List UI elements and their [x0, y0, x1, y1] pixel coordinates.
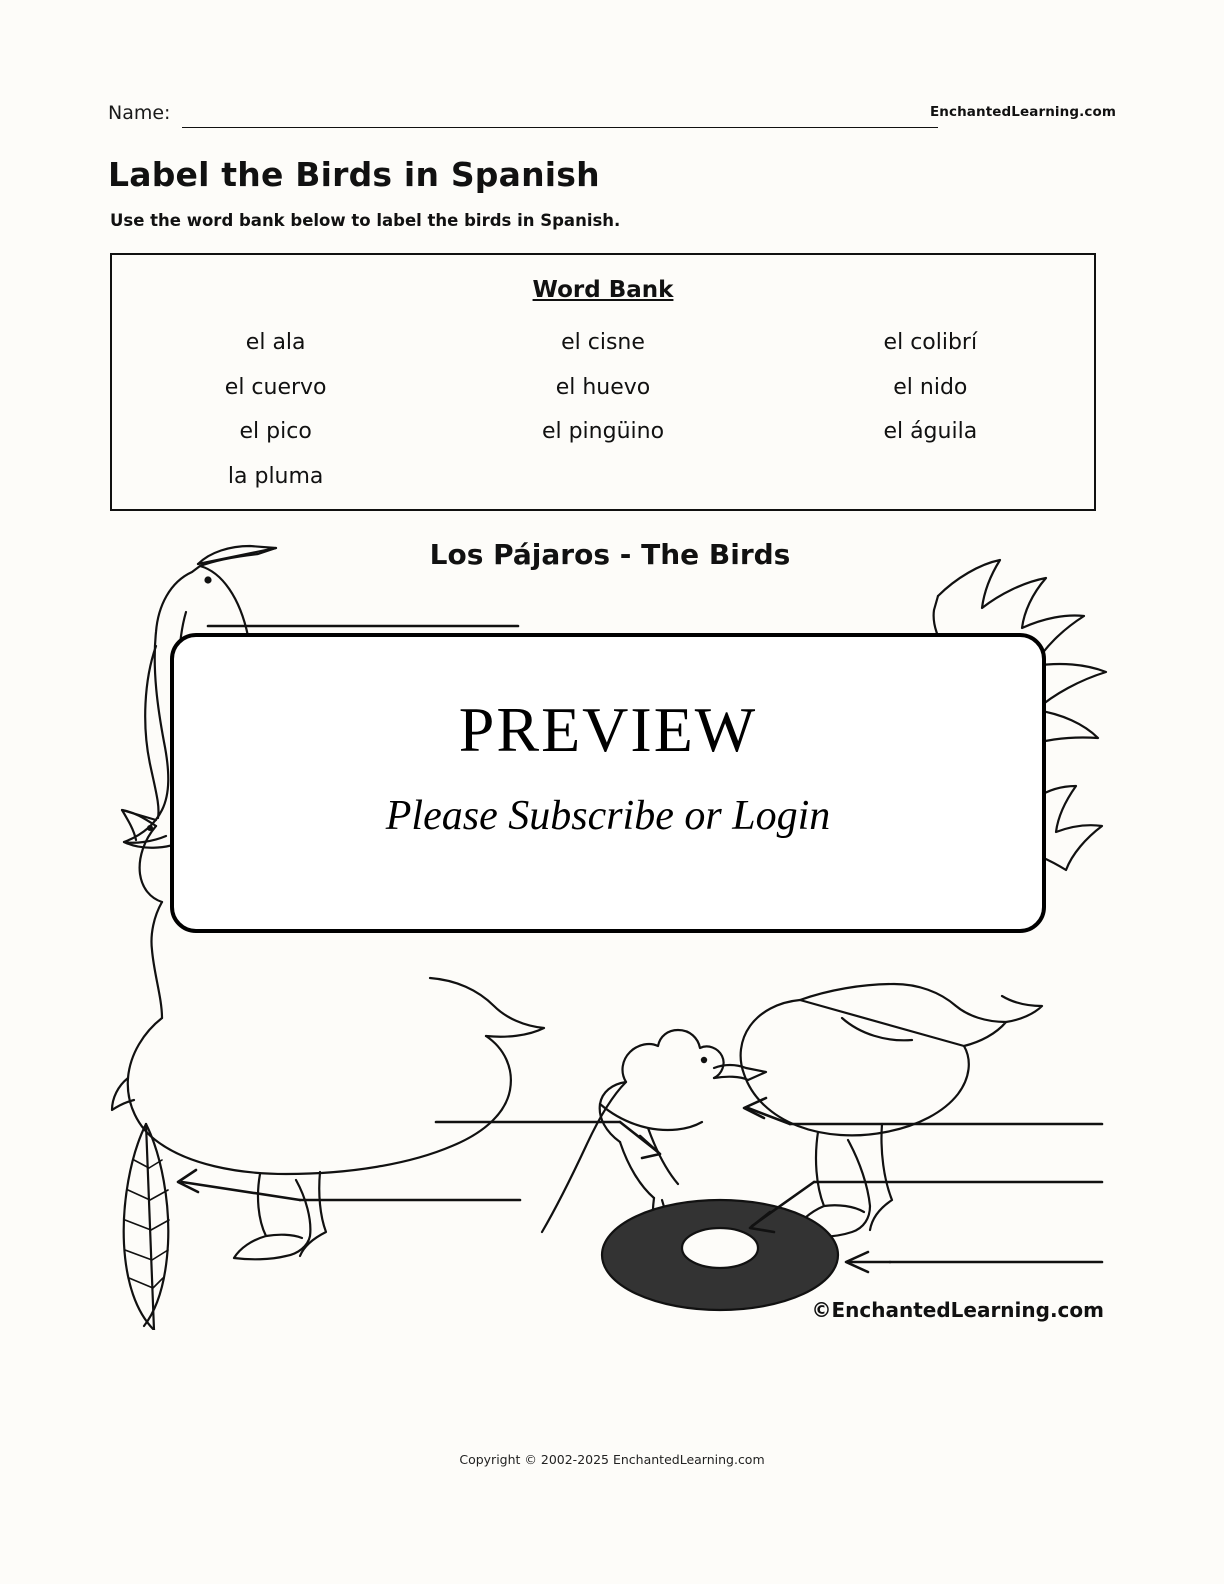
word-bank-word: el ala [245, 330, 306, 355]
diagram-title: Los Pájaros - The Birds [429, 538, 791, 571]
name-label: Name: [108, 102, 171, 124]
word-bank-word: la pluma [227, 463, 324, 489]
word-bank-word: el águila [883, 419, 978, 444]
word-bank-word: el nido [893, 374, 968, 400]
word-bank-column-1 [112, 321, 439, 499]
nest-figure [602, 1200, 838, 1310]
feather-figure [124, 1124, 169, 1330]
crow-figure [741, 984, 1042, 1237]
preview-subscribe-login-text[interactable]: Please Subscribe or Login [385, 793, 831, 839]
word-bank-word: el cuervo [224, 374, 327, 400]
word-bank-word: el cisne [561, 330, 645, 355]
word-bank [110, 253, 1096, 511]
word-bank-title: Word Bank [532, 277, 674, 303]
preview-overlay[interactable] [170, 633, 1046, 933]
name-write-line[interactable] [182, 127, 938, 128]
word-bank-column-2 [439, 321, 766, 499]
diagram-credit: ©EnchantedLearning.com [811, 1298, 1104, 1322]
copyright-footer: Copyright © 2002-2025 EnchantedLearning.com [459, 1452, 765, 1467]
page-title: Label the Birds in Spanish [108, 155, 600, 194]
preview-title: PREVIEW [458, 694, 758, 765]
word-bank-word: el colibrí [883, 330, 978, 355]
brand-logo: EnchantedLearning.com [929, 104, 1116, 120]
word-bank-word: el pico [239, 419, 312, 444]
page-instructions: Use the word bank below to label the birds in Spanish. [110, 211, 621, 230]
word-bank-column-3 [767, 321, 1094, 499]
word-bank-word: el huevo [555, 374, 651, 400]
word-bank-word: el pingüino [541, 419, 665, 444]
name-row [108, 100, 1116, 132]
word-bank-columns [112, 321, 1094, 499]
